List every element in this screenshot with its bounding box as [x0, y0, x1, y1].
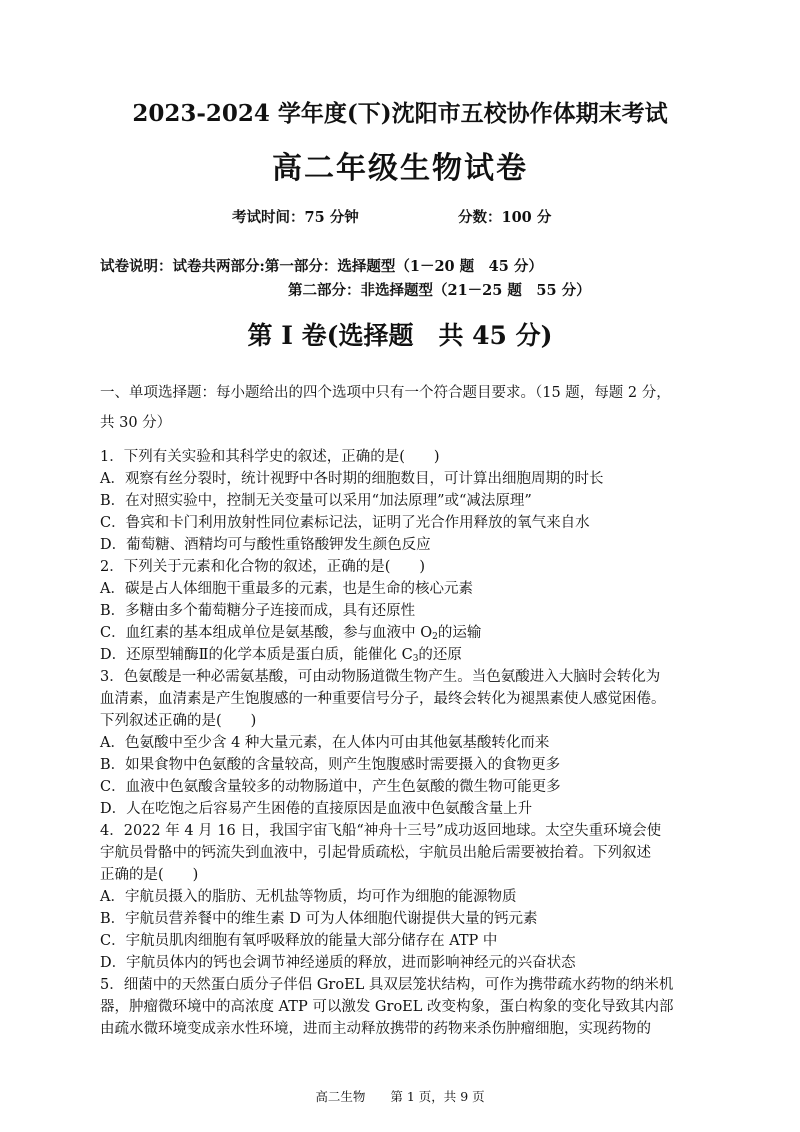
question-3-stem-line-2: 血清素，血清素是产生饱腹感的一种重要信号分子，最终会转化为褪黑素使人感觉困倦。	[100, 691, 666, 707]
paper-description-line-2: 第二部分：非选择题型（21－25 题 55 分）	[288, 282, 591, 299]
question-3-option-a: A．色氨酸中至少含 4 种大量元素，在人体内可由其他氨基酸转化而来	[100, 735, 550, 751]
question-5-stem-line-1: 5．细菌中的天然蛋白质分子伴侣 GroEL 具双层笼状结构，可作为携带疏水药物的纳米机	[100, 977, 674, 993]
footer-subject: 高二生物	[315, 1089, 366, 1104]
paper-title: 高二年级生物试卷	[272, 151, 528, 186]
question-1-stem: 1．下列有关实验和其科学史的叙述，正确的是( )	[100, 449, 440, 465]
question-2-stem: 2．下列关于元素和化合物的叙述，正确的是( )	[100, 559, 426, 575]
question-4-stem-line-2: 宇航员骨骼中的钙流失到血液中，引起骨质疏松，宇航员出舱后需要被抬着。下列叙述	[100, 845, 651, 861]
question-1-option-c: C．鲁宾和卡门利用放射性同位素标记法，证明了光合作用释放的氧气来自水	[100, 515, 590, 531]
question-4-stem-line-1: 4．2022 年 4 月 16 日，我国宇宙飞船“神舟十三号”成功返回地球。太空失重环境会使	[100, 823, 662, 839]
question-5-stem-line-2: 器，肿瘤微环境中的高浓度 ATP 可以激发 GroEL 改变构象，蛋白构象的变化导致其内部	[100, 999, 674, 1015]
question-2-option-b: B．多糖由多个葡萄糖分子连接而成，具有还原性	[100, 603, 416, 619]
question-2-option-c: C．血红素的基本组成单位是氨基酸，参与血液中 $O_2$的运输	[100, 625, 482, 642]
question-3-stem-line-3: 下列叙述正确的是( )	[100, 713, 257, 729]
question-4-option-c: C．宇航员肌肉细胞有氧呼吸释放的能量大部分储存在 ATP 中	[100, 933, 498, 949]
question-4-stem-line-3: 正确的是( )	[100, 867, 199, 883]
question-3-option-c: C．血液中色氨酸含量较多的动物肠道中，产生色氨酸的微生物可能更多	[100, 779, 561, 795]
question-4-option-d: D．宇航员体内的钙也会调节神经递质的释放，进而影响神经元的兴奋状态	[100, 955, 576, 971]
section-instruction-line-1: 一、单项选择题：每小题给出的四个选项中只有一个符合题目要求。（15 题，每题 2 分，	[100, 385, 671, 401]
question-1-option-d: D．葡萄糖、酒精均可与酸性重铬酸钾发生颜色反应	[100, 537, 431, 553]
question-3-option-d: D．人在吃饱之后容易产生困倦的直接原因是血液中色氨酸含量上升	[100, 801, 533, 817]
question-5-stem-line-3: 由疏水微环境变成亲水性环境，进而主动释放携带的药物来杀伤肿瘤细胞，实现药物的	[100, 1021, 651, 1037]
footer-page-number: 第 1 页，共 9 页	[390, 1089, 485, 1104]
question-3-option-b: B．如果食物中色氨酸的含量较高，则产生饱腹感时需要摄入的食物更多	[100, 757, 561, 773]
paper-description-line-1: 试卷说明：试卷共两部分:第一部分：选择题型（1－20 题 45 分）	[100, 258, 543, 275]
question-4-option-a: A．宇航员摄入的脂肪、无机盐等物质，均可作为细胞的能源物质	[100, 889, 517, 905]
exam-title: 2023-2024 学年度(下)沈阳市五校协作体期末考试	[132, 100, 668, 127]
question-1-option-b: B．在对照实验中，控制无关变量可以采用“加法原理”或“减法原理”	[100, 493, 532, 509]
page-footer	[0, 1087, 800, 1105]
exam-score: 分数：100 分	[458, 209, 552, 226]
exam-time: 考试时间：75 分钟	[232, 209, 359, 226]
question-3-stem-line-1: 3．色氨酸是一种必需氨基酸，可由动物肠道微生物产生。当色氨酸进入大脑时会转化为	[100, 669, 661, 685]
question-2-option-a: A．碳是占人体细胞干重最多的元素，也是生命的核心元素	[100, 581, 473, 597]
question-1-option-a: A．观察有丝分裂时，统计视野中各时期的细胞数目，可计算出细胞周期的时长	[100, 471, 604, 487]
question-4-option-b: B．宇航员营养餐中的维生素 D 可为人体细胞代谢提供大量的钙元素	[100, 911, 538, 927]
section-instruction-line-2: 共 30 分）	[100, 415, 172, 431]
section-title: 第 I 卷(选择题 共 45 分)	[247, 321, 553, 350]
question-2-option-d: D．还原型辅酶Ⅱ的化学本质是蛋白质，能催化 $C_3$的还原	[100, 647, 462, 664]
